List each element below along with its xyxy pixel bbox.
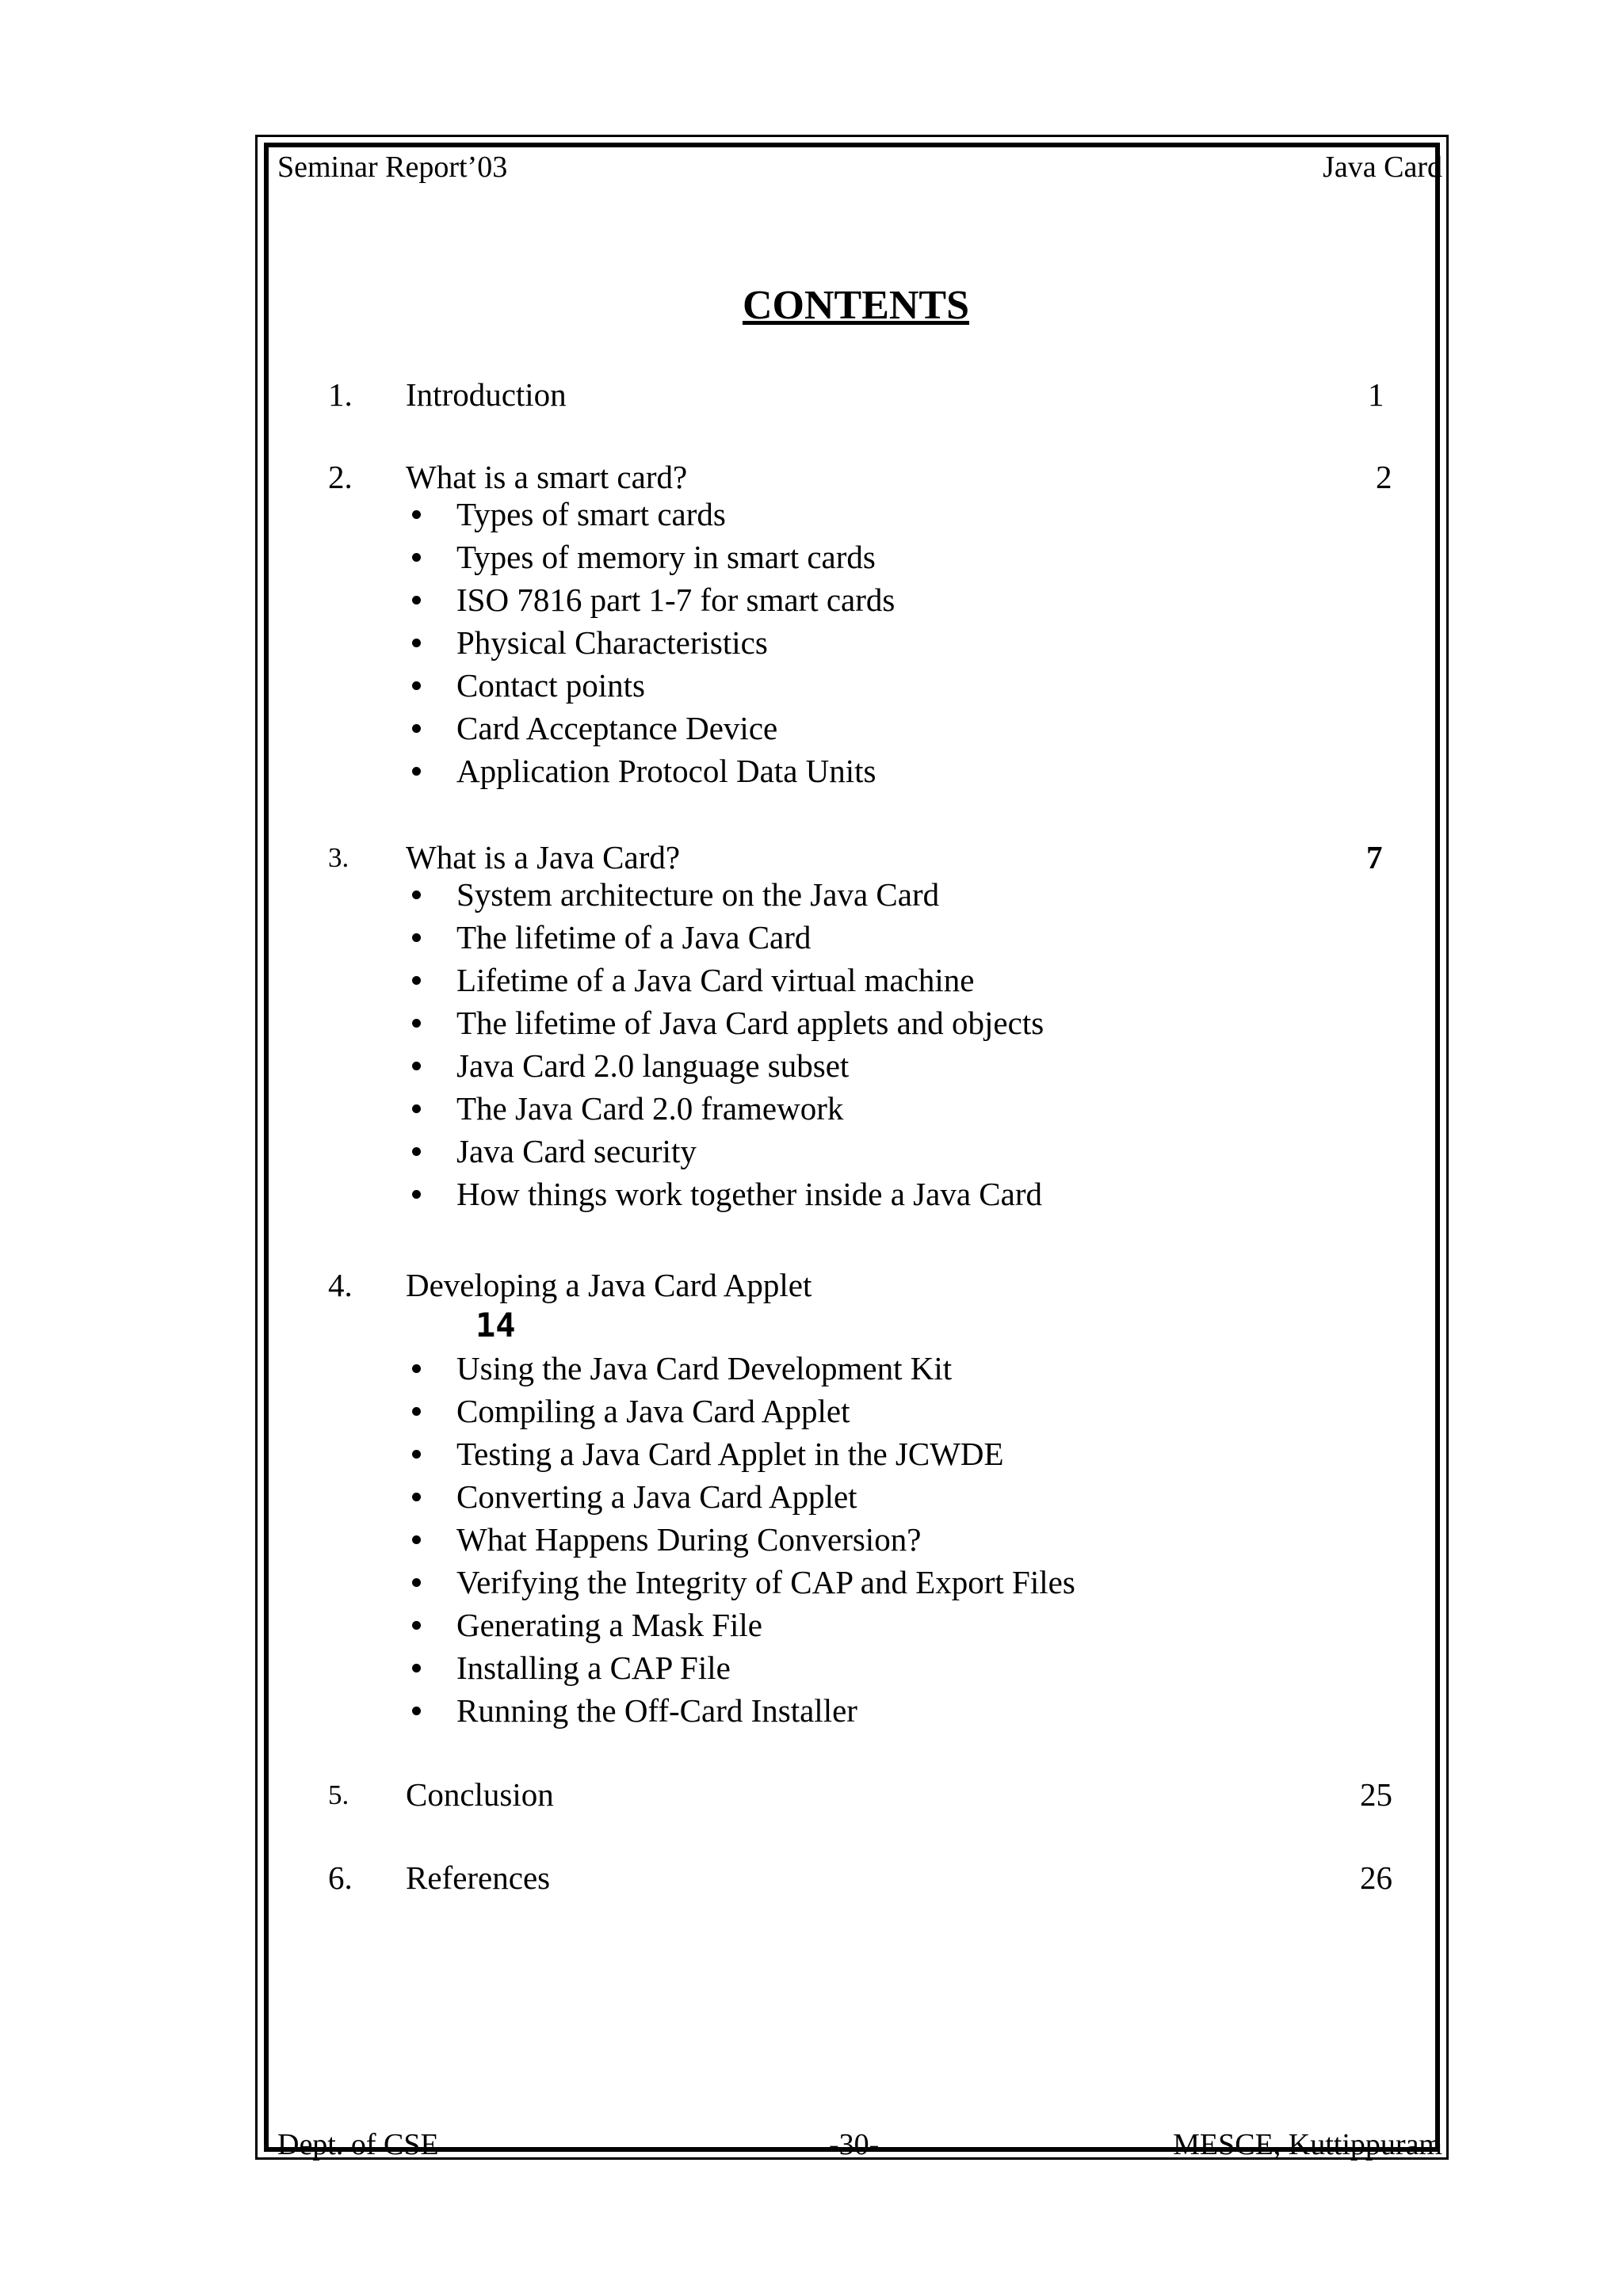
toc-title: Developing a Java Card Applet — [406, 1267, 812, 1303]
toc-title: Introduction — [406, 376, 567, 413]
bullet-icon — [412, 767, 421, 776]
footer-page-number: -30- — [829, 2128, 880, 2161]
bullet-icon — [412, 1104, 421, 1113]
toc-page: 2 — [1376, 459, 1392, 495]
bullet-icon — [412, 724, 421, 733]
bullet-icon — [412, 681, 421, 690]
page-border-inner — [264, 143, 1440, 2152]
footer-right: MESCE, Kuttippuram — [1173, 2128, 1442, 2161]
bullet-icon — [412, 1450, 421, 1459]
bullet-icon — [412, 1407, 421, 1416]
bullet-icon — [412, 1019, 421, 1028]
bullet-icon — [412, 1535, 421, 1544]
header-right: Java Card — [1323, 151, 1442, 184]
bullet-icon — [412, 1147, 421, 1156]
bullet-icon — [412, 1062, 421, 1070]
bullet-icon — [412, 1664, 421, 1672]
toc-number: 1. — [328, 376, 353, 413]
bullet-icon — [412, 933, 421, 942]
page-title: CONTENTS — [742, 283, 970, 328]
toc-page: 25 — [1360, 1776, 1392, 1813]
toc-number: 5. — [328, 1779, 349, 1810]
toc-title: What is a smart card? — [406, 459, 688, 495]
bullet-icon — [412, 553, 421, 562]
bullet-icon — [412, 891, 421, 899]
toc-number: 3. — [328, 842, 349, 873]
toc-title: Conclusion — [406, 1776, 554, 1813]
toc-page: 26 — [1360, 1859, 1392, 1896]
bullet-icon — [412, 1364, 421, 1373]
toc-page: 1 — [1368, 376, 1384, 413]
bullet-icon — [412, 639, 421, 647]
bullet-icon — [412, 976, 421, 985]
toc-number: 2. — [328, 459, 353, 495]
bullet-icon — [412, 1493, 421, 1501]
bullet-icon — [412, 510, 421, 519]
toc-title: References — [406, 1859, 551, 1896]
bullet-icon — [412, 596, 421, 605]
bullet-icon — [412, 1578, 421, 1587]
toc-title: What is a Java Card? — [406, 839, 681, 875]
toc-page: 14 — [475, 1306, 516, 1344]
toc-page: 7 — [1366, 839, 1383, 875]
toc-number: 4. — [328, 1267, 353, 1303]
footer-left: Dept. of CSE — [277, 2128, 439, 2161]
bullet-icon — [412, 1621, 421, 1630]
header-left: Seminar Report’03 — [277, 151, 508, 184]
bullet-icon — [412, 1707, 421, 1715]
bullet-icon — [412, 1190, 421, 1199]
toc-number: 6. — [328, 1859, 353, 1896]
